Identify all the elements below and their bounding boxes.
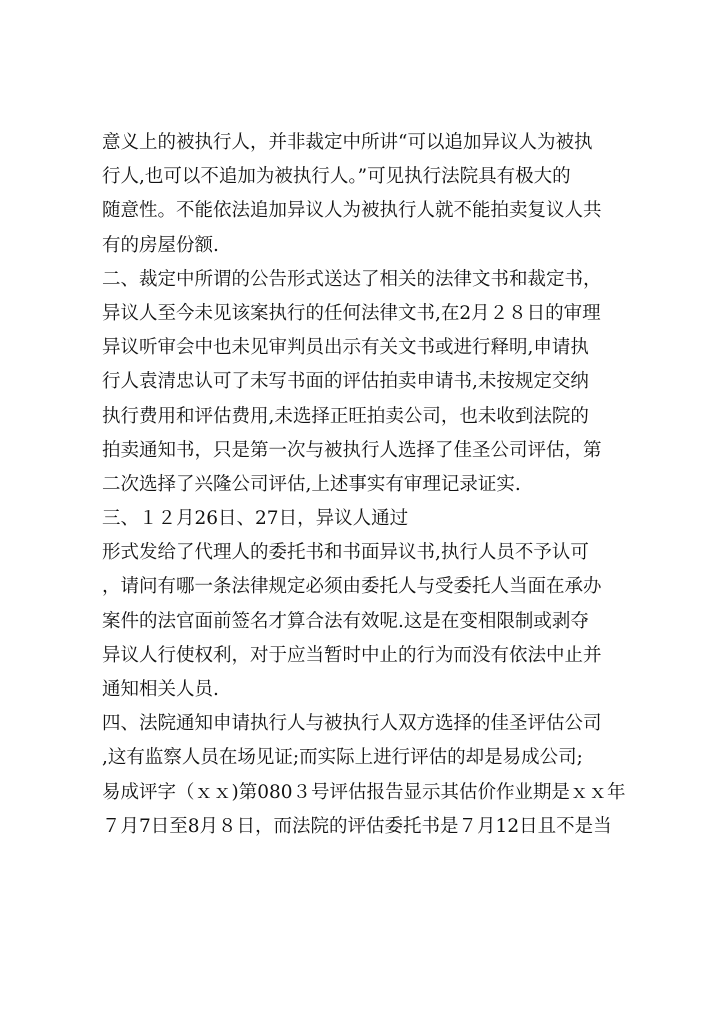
text-line: 有的房屋份额. xyxy=(102,234,219,256)
text-line: 行人袁清忠认可了未写书面的评估拍卖申请书,未按规定交纳 xyxy=(102,371,589,393)
section-two-heading-line: 二、裁定中所谓的公告形式送达了相关的法律文书和裁定书， xyxy=(102,268,602,290)
text-line: ,这有监察人员在场见证;而实际上进行评估的却是易成公司; xyxy=(102,747,583,769)
document-body xyxy=(102,126,632,844)
text-line: 案件的法官面前签名才算合法有效呢.这是在变相限制或剥夺 xyxy=(102,610,589,632)
text-line: ，请问有哪一条法律规定必须由委托人与受委托人当面在承办 xyxy=(102,576,602,598)
text-line: ７月7日至8月８日，而法院的评估委托书是７月12日且不是当 xyxy=(102,815,612,837)
text-line: 随意性。不能依法追加异议人为被执行人就不能拍卖复议人共 xyxy=(102,200,602,222)
section-four-heading-line: 四、法院通知申请执行人与被执行人双方选择的佳圣评估公司 xyxy=(102,713,602,735)
section-three-heading-line: 三、１２月26日、27日，异议人通过 xyxy=(102,508,409,530)
text-line: 二次选择了兴隆公司评估,上述事实有审理记录证实. xyxy=(102,473,521,495)
text-line: 行人,也可以不追加为被执行人。”可见执行法院具有极大的 xyxy=(102,166,571,188)
text-line: 形式发给了代理人的委托书和书面异议书,执行人员不予认可 xyxy=(102,542,589,564)
text-line: 易成评字（ｘｘ)第080３号评估报告显示其估价作业期是ｘｘ年 xyxy=(102,781,626,803)
text-line: 异议人至今未见该案执行的任何法律文书,在2月２８日的审理 xyxy=(102,302,601,324)
text-line: 异议人行使权利，对于应当暂时中止的行为而没有依法中止并 xyxy=(102,644,602,666)
text-line: 拍卖通知书，只是第一次与被执行人选择了佳圣公司评估，第 xyxy=(102,439,602,461)
text-line: 意义上的被执行人，并非裁定中所讲“可以追加异议人为被执 xyxy=(102,132,593,153)
text-line: 执行费用和评估费用,未选择正旺拍卖公司，也未收到法院的 xyxy=(102,405,589,427)
text-line: 异议听审会中也未见审判员出示有关文书或进行释明,申请执 xyxy=(102,337,589,359)
text-line: 通知相关人员. xyxy=(102,679,219,700)
